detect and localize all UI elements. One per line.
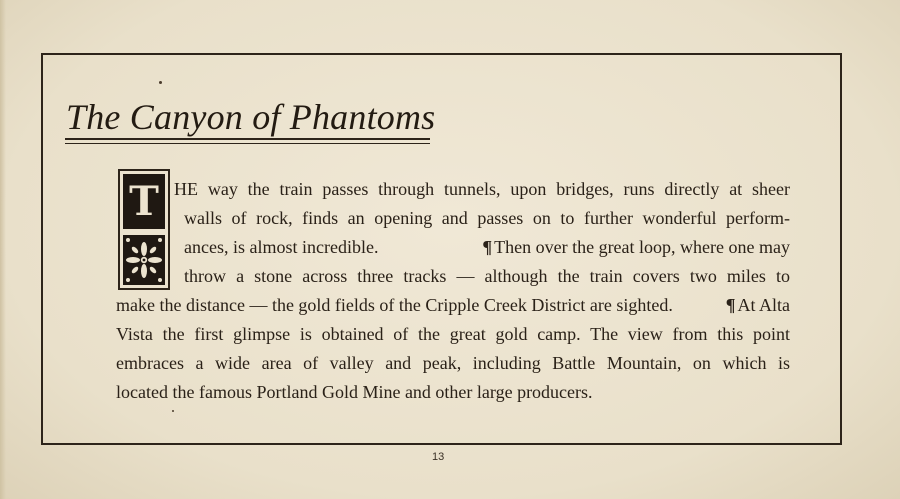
text-line-5-b-wrap	[726, 293, 790, 317]
pilcrow-mark: ¶	[725, 295, 736, 315]
text-line-5-a: make the distance — the gold fields of the Cripple Creek District are sighted.	[116, 295, 673, 315]
pilcrow-mark: ¶	[482, 237, 493, 257]
text-line-2: walls of rock, finds an opening and passes on to further wonderful perform-	[184, 208, 790, 228]
text-line-5	[116, 293, 790, 317]
text-line-6: Vista the first glimpse is obtained of the great gold camp. The view from this point	[116, 324, 790, 344]
text-line-3-a: ances, is almost incredible.	[184, 237, 379, 257]
text-line-3	[184, 235, 790, 259]
text-line-3-b: Then over the great loop, where one may	[494, 237, 790, 257]
page-number: 13	[432, 451, 445, 463]
drop-cap	[118, 169, 170, 290]
drop-cap-letter-box	[123, 174, 165, 229]
page-title: The Canyon of Phantoms	[66, 97, 436, 137]
text-line-5-b: At Alta	[737, 295, 790, 315]
title-rule-thick	[65, 138, 430, 140]
page-edge-shadow	[0, 0, 6, 499]
text-line-3-b-wrap	[482, 235, 790, 259]
floral-ornament-icon	[123, 235, 165, 285]
text-line-1: HE way the train passes through tunnels, upon bridges, runs directly at sheer	[174, 179, 790, 199]
text-line-7: embraces a wide area of valley and peak, including Battle Mountain, on which is	[116, 353, 790, 373]
text-line-8: located the famous Portland Gold Mine and other large producers.	[116, 382, 593, 402]
drop-cap-letter: T	[129, 177, 159, 225]
title-rule-thin	[65, 143, 430, 144]
text-line-4: throw a stone across three tracks — although the train covers two miles to	[184, 266, 790, 286]
